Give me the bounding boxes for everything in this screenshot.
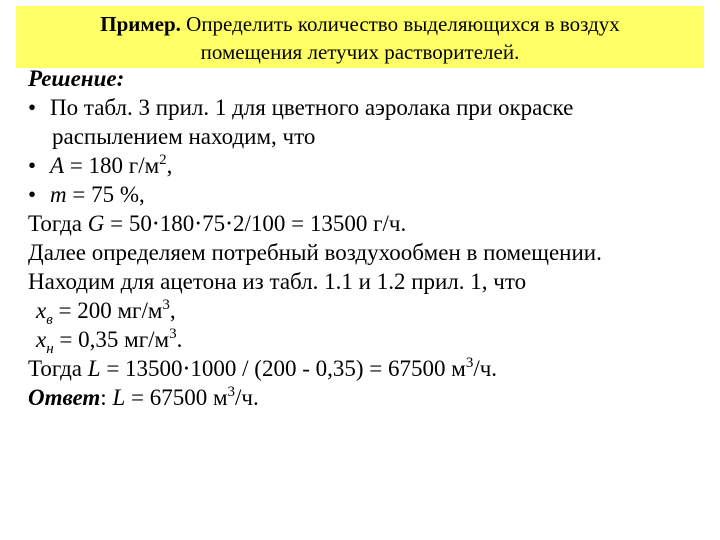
g-expression: = 50⋅180⋅75⋅2/100 = 13500 г/ч. <box>104 211 407 236</box>
xv-value: = 200 мг/м <box>52 298 163 323</box>
bullet-2 <box>28 151 708 180</box>
m-value: = 75 %, <box>66 182 145 207</box>
l-formula <box>28 354 708 383</box>
l-prefix: Тогда <box>28 356 88 381</box>
l-expression: = 13500⋅1000 / (200 - 0,35) = 67500 м <box>100 356 466 381</box>
answer-var: L <box>112 385 126 410</box>
var-m: m <box>50 182 67 207</box>
l-exponent: 3 <box>465 355 474 371</box>
banner-label: Пример. <box>100 12 181 36</box>
answer-exponent: 3 <box>227 384 236 400</box>
solution-heading: Решение: <box>28 66 125 91</box>
a-end: , <box>166 153 173 178</box>
answer-value: = 67500 м <box>125 385 228 410</box>
xn-formula <box>28 325 708 357</box>
bullet-marker: • <box>28 95 37 120</box>
xn-end: . <box>176 327 183 352</box>
banner-line-1 <box>16 10 704 38</box>
a-exponent: 2 <box>159 152 167 168</box>
xv-exponent: 3 <box>162 297 170 313</box>
bullet-1-text: По табл. 3 прил. 1 для цветного аэролака при окраске <box>50 95 574 120</box>
xn-exponent: 3 <box>169 326 177 342</box>
var-l: L <box>87 356 101 381</box>
bullet-marker: • <box>28 153 37 178</box>
next-step-line-1: Далее определяем потребный воздухообмен в помещении. <box>28 240 602 265</box>
answer-line <box>28 383 708 412</box>
example-banner <box>16 6 704 68</box>
a-value: = 180 г/м <box>64 153 160 178</box>
g-prefix: Тогда <box>28 211 88 236</box>
bullet-1-continuation: распылением находим, что <box>52 124 316 149</box>
next-step-line-2: Находим для ацетона из табл. 1.1 и 1.2 прил. 1, что <box>28 269 527 294</box>
l-end: /ч. <box>473 356 498 381</box>
bullet-1 <box>28 93 708 122</box>
g-formula <box>28 209 708 238</box>
bullet-3 <box>28 180 708 209</box>
banner-text-1: Определить количество выделяющихся в воздух <box>180 12 620 36</box>
xv-end: , <box>169 298 176 323</box>
xn-subscript: н <box>46 341 54 357</box>
var-x: x <box>36 298 47 323</box>
answer-label: Ответ <box>28 385 101 410</box>
xn-value: = 0,35 мг/м <box>53 327 170 352</box>
banner-text-2: помещения летучих растворителей. <box>200 40 520 64</box>
var-g: G <box>87 211 105 236</box>
solution-body <box>28 64 708 412</box>
var-x: x <box>36 327 47 352</box>
xv-subscript: в <box>46 312 53 328</box>
bullet-marker: • <box>28 182 37 207</box>
answer-colon: : <box>100 385 113 410</box>
var-a: A <box>50 153 65 178</box>
xv-formula <box>28 296 708 328</box>
answer-end: /ч. <box>235 385 259 410</box>
